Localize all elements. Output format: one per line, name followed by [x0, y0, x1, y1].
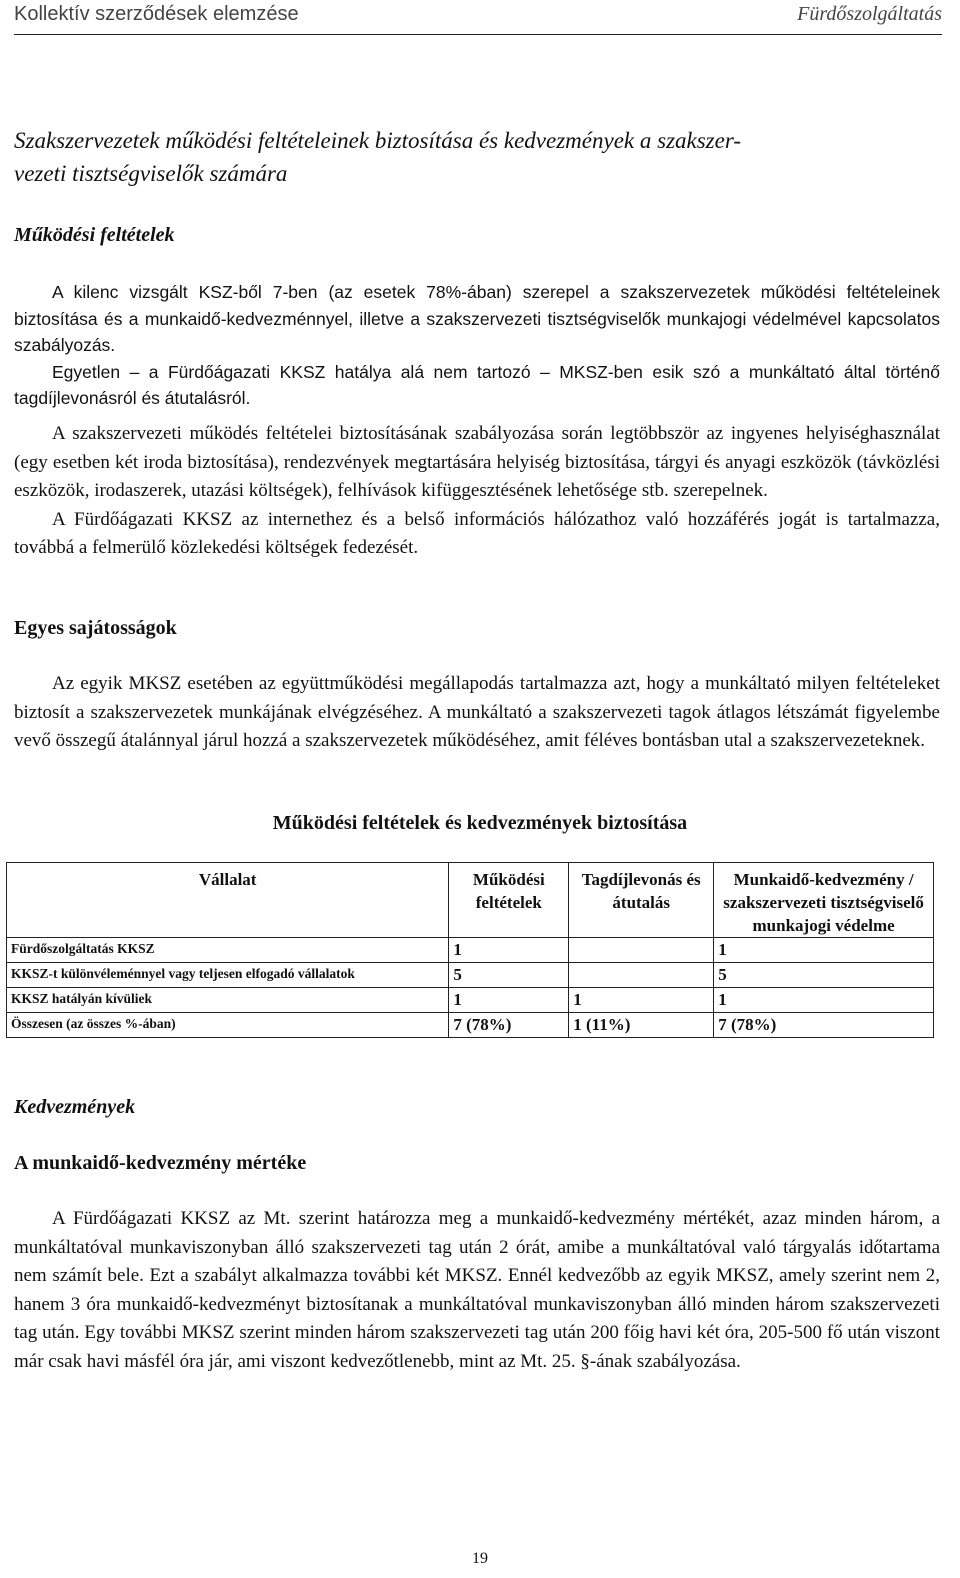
summary-table [6, 862, 934, 1038]
paragraph: A Fürdőágazati KKSZ az internethez és a belső információs hálózathoz való hozzáférés jogát is tartalmazza, továbbá a felmerülő közlekedési költségek fedezését. [14, 508, 940, 558]
paragraph: A szakszervezeti működés feltételei biztosításának szabályozása során legtöbbször az ingyenes helyiséghasználat (egy esetben két iroda biztosítása), rendezvények megtartására helyiség biztosítása, tárgyi és anyagi eszközök (távközlési eszközök, irodaszerek, utazási költségek), felhívások kifüggesztésének lehetősége stb. szerepelnek. [14, 423, 940, 501]
cell-working-time-allowance: 7 (78%) [714, 1013, 934, 1038]
cell-operating-conditions: 7 (78%) [449, 1013, 569, 1038]
paragraph-group-4 [14, 1205, 940, 1376]
column-header-working-time-allowance: Munkaidő-kedvezmény / szakszervezeti tisztségviselő munkajogi védelme [714, 863, 934, 938]
table-row [7, 963, 934, 988]
cell-operating-conditions: 5 [449, 963, 569, 988]
header-document-title: Kollektív szerződések elemzése [14, 3, 299, 25]
paragraph-group-3 [14, 670, 940, 756]
paragraph: A kilenc vizsgált KSZ-ből 7-ben (az esetek 78%-ában) szerepel a szakszervezetek működési feltételeinek biztosítása és a munkaidő-kedvezménnyel, illetve a szakszervezeti tisztségviselők munkajogi védelmével kapcsolatos szabályozás. [14, 282, 940, 355]
cell-membership-fee: 1 [569, 988, 714, 1013]
table-row [7, 988, 934, 1013]
paragraph: A Fürdőágazati KKSZ az Mt. szerint határozza meg a munkaidő-kedvezmény mértékét, azaz minden három, a munkáltatóval munkaviszonyban álló szakszervezeti tag után 2 órát, amibe a munkáltatóval való tárgyalás időtartama nem számít bele. Ezt a szabályt alkalmazza további két MKSZ. Ennél kedvezőbb az egyik MKSZ, amely szerint nem 2, hanem 3 óra munkaidő-kedvezményt biztosítanak a munkáltatóval munkaviszonyban álló minden három szakszervezeti tag után. Egy további MKSZ szerint minden három szakszervezeti tag után 200 főig havi két óra, 205-500 fő után viszont már csak havi másfél óra jár, ami viszont kedvezőtlenebb, mint az Mt. 25. §-ának szabályozása. [14, 1208, 940, 1372]
page-number: 19 [472, 1550, 488, 1567]
paragraph: Az egyik MKSZ esetében az együttműködési megállapodás tartalmazza azt, hogy a munkáltató milyen feltételeket biztosít a szakszervezetek munkájának elvégzéséhez. A munkáltató a szakszervezeti tagok átlagos létszámát figyelembe vevő összegű átalánnyal járul hozzá a szakszervezetek működéséhez, amit féléves bontásban utal a szakszervezeteknek. [14, 673, 940, 751]
subheading-kedvezmenyek: Kedvezmények [14, 1096, 136, 1118]
section-title [14, 124, 940, 190]
table-header-row [7, 863, 934, 938]
row-label: KKSZ-t különvéleménnyel vagy teljesen elfogadó vállalatok [7, 963, 449, 988]
subheading-egyes-sajatossagok: Egyes sajátosságok [14, 617, 177, 639]
row-label: KKSZ hatályán kívüliek [7, 988, 449, 1013]
cell-membership-fee: 1 (11%) [569, 1013, 714, 1038]
column-header-company: Vállalat [7, 863, 449, 938]
cell-working-time-allowance: 1 [714, 938, 934, 963]
column-header-operating-conditions: Működési feltételek [449, 863, 569, 938]
paragraph-group-2 [14, 420, 940, 563]
table-title: Működési feltételek és kedvezmények biztosítása [272, 812, 688, 834]
table-row-total [7, 1013, 934, 1038]
cell-membership-fee [569, 938, 714, 963]
cell-operating-conditions: 1 [449, 988, 569, 1013]
row-label: Fürdőszolgáltatás KKSZ [7, 938, 449, 963]
header-chapter-title: Fürdőszolgáltatás [797, 3, 942, 25]
cell-operating-conditions: 1 [449, 938, 569, 963]
cell-working-time-allowance: 1 [714, 988, 934, 1013]
paragraph: Egyetlen – a Fürdőágazati KKSZ hatálya alá nem tartozó – MKSZ-ben esik szó a munkáltató által történő tagdíjlevonásról és átutalásról. [14, 361, 940, 408]
subheading-munkaido-kedvezmeny: A munkaidő-kedvezmény mértéke [14, 1152, 307, 1174]
section-title-line-2: vezeti tisztségviselők számára [14, 161, 288, 186]
row-label: Összesen (az összes %-ában) [7, 1013, 449, 1038]
section-title-line-1: Szakszervezetek működési feltételeinek biztosítása és kedvezmények a szakszer- [14, 128, 741, 153]
paragraph-group-1 [14, 279, 940, 412]
cell-membership-fee [569, 963, 714, 988]
table-row [7, 938, 934, 963]
column-header-membership-fee: Tagdíjlevonás és átutalás [569, 863, 714, 938]
cell-working-time-allowance: 5 [714, 963, 934, 988]
page-header [14, 0, 942, 35]
subheading-mukodesi-feltetelek: Működési feltételek [14, 224, 175, 246]
